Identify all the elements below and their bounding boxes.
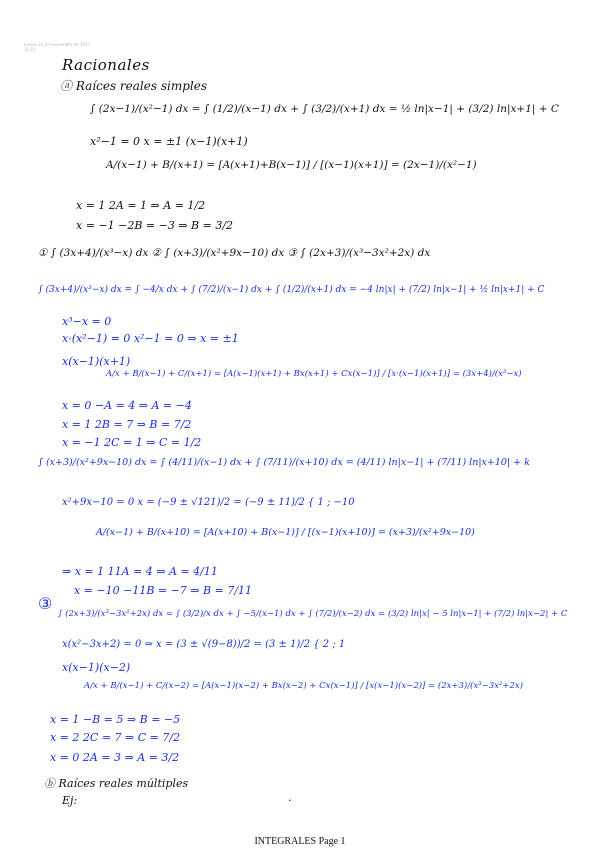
ex2-formula: ∫ (x+3)/(x²+9x−10) dx = ∫ (4/11)/(x−1) dx + ∫ (7/11)/(x+10) dx = (4/11) ln|x−1| + (7/11) ln|x+10| + k: [38, 457, 530, 468]
ex1-solution-3: x = −1 2C = 1 ⇒ C = 1/2: [62, 436, 202, 449]
ex1-line-1: x³−x = 0: [62, 315, 112, 328]
page-footer: INTEGRALES Page 1: [254, 836, 346, 847]
ex1-line-3: x(x−1)(x+1): [62, 355, 131, 368]
section-a-partial: A/(x−1) + B/(x+1) = [A(x+1)+B(x−1)] / [(x−1)(x+1)] = (2x−1)/(x²−1): [106, 159, 477, 171]
ex1-partial: A/x + B/(x−1) + C/(x+1) = [A(x−1)(x+1) + Bx(x+1) + Cx(x−1)] / [x·(x−1)(x+1)] = (3x+4)/(x³−x): [106, 369, 522, 379]
section-a-factor: x²−1 = 0 x = ±1 (x−1)(x+1): [90, 135, 248, 148]
section-a-formula: ∫ (2x−1)/(x²−1) dx = ∫ (1/2)/(x−1) dx + ∫ (3/2)/(x+1) dx = ½ ln|x−1| + (3/2) ln|x+1| + C: [90, 103, 559, 115]
ex2-solution-1: ⇒ x = 1 11A = 4 ⇒ A = 4/11: [62, 565, 218, 578]
ex3-partial: A/x + B/(x−1) + C/(x−2) = [A(x−1)(x−2) + Bx(x−2) + Cx(x−1)] / [x(x−1)(x−2)] = (2x+3)/(x³−3x²+2x): [84, 681, 523, 691]
ex1-solution-2: x = 1 2B = 7 ⇒ B = 7/2: [62, 418, 192, 431]
header-date: jueves 23 de noviembre de 2017: [24, 42, 91, 47]
ex2-solution-2: x = −10 −11B = −7 ⇒ B = 7/11: [74, 584, 253, 597]
section-a-solution-2: x = −1 −2B = −3 ⇒ B = 3/2: [76, 219, 234, 232]
ex3-formula: ∫ (2x+3)/(x³−3x²+2x) dx = ∫ (3/2)/x dx + ∫ −5/(x−1) dx + ∫ (7/2)/(x−2) dx = (3/2) ln|x| − 5 ln|x−1| + (7/2) ln|x−2| + C: [58, 609, 568, 619]
ex1-line-2: x·(x²−1) = 0 x²−1 = 0 ⇒ x = ±1: [62, 332, 239, 345]
exercise-list: ① ∫ (3x+4)/(x³−x) dx ② ∫ (x+3)/(x²+9x−10) dx ③ ∫ (2x+3)/(x³−3x²+2x) dx: [38, 247, 431, 259]
header-time: 11:01: [24, 47, 36, 52]
ex1-formula: ∫ (3x+4)/(x³−x) dx = ∫ −4/x dx + ∫ (7/2)/(x−1) dx + ∫ (1/2)/(x+1) dx = −4 ln|x| + (7/2) ln|x−1| + ½ ln|x+1| + C: [38, 285, 545, 295]
ex3-solution-3: x = 0 2A = 3 ⇒ A = 3/2: [50, 751, 180, 764]
page-title: Racionales: [62, 56, 150, 74]
ex3-line-2: x(x−1)(x−2): [62, 661, 131, 674]
ex2-partial: A/(x−1) + B/(x+10) = [A(x+10) + B(x−1)] / [(x−1)(x+10)] = (x+3)/(x²+9x−10): [96, 527, 475, 538]
section-b-heading: ⓑ Raíces reales múltiples: [44, 777, 189, 790]
stray-mark: ·: [288, 794, 292, 807]
page-header: [24, 42, 90, 52]
ex1-solution-1: x = 0 −A = 4 ⇒ A = −4: [62, 399, 192, 412]
ex3-line-1: x(x²−3x+2) = 0 ⇒ x = (3 ± √(9−8))/2 = (3 ± 1)/2 { 2 ; 1: [62, 639, 346, 650]
section-a-heading: ⓐ Raíces reales simples: [60, 79, 207, 93]
ex3-solution-1: x = 1 −B = 5 ⇒ B = −5: [50, 713, 181, 726]
section-b-sub: Ej:: [62, 794, 78, 807]
ex2-line-1: x²+9x−10 = 0 x = (−9 ± √121)/2 = (−9 ± 11)/2 { 1 ; −10: [62, 497, 355, 508]
ex3-solution-2: x = 2 2C = 7 ⇒ C = 7/2: [50, 731, 181, 744]
ex3-number: ③: [38, 594, 53, 613]
section-a-solution-1: x = 1 2A = 1 ⇒ A = 1/2: [76, 199, 206, 212]
